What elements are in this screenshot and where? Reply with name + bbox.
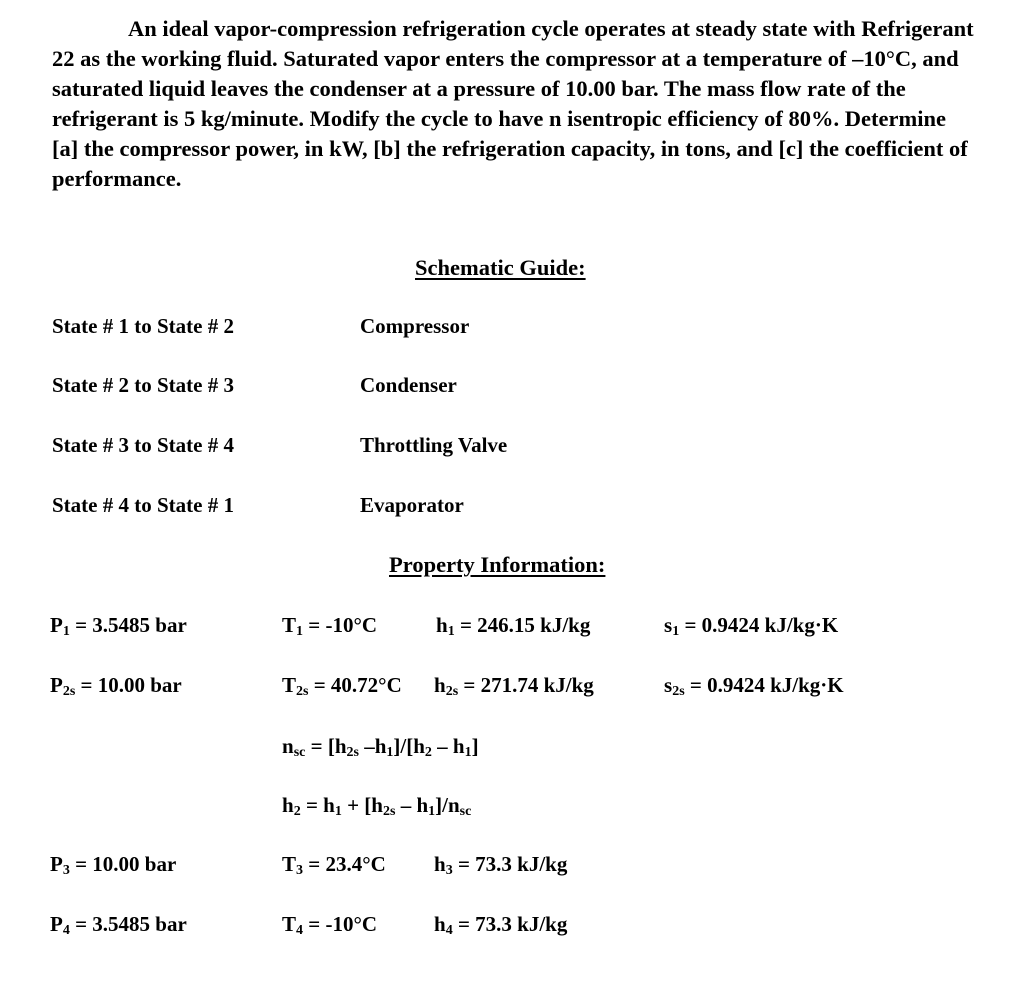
symbol: n	[282, 734, 294, 758]
value: = 73.3 kJ/kg	[452, 912, 568, 936]
pressure-value	[50, 852, 176, 879]
symbol: P	[50, 852, 63, 876]
h2-equation	[282, 793, 471, 820]
subscript: 4	[62, 923, 70, 938]
subscript: 3	[62, 863, 70, 878]
subscript: 1	[62, 624, 70, 639]
subscript: 2	[293, 804, 301, 819]
entropy-value	[664, 673, 844, 700]
symbol: T	[282, 673, 297, 697]
schematic-device: Throttling Valve	[360, 433, 508, 457]
symbol: P	[50, 613, 63, 637]
subscript: 2s	[296, 684, 309, 699]
symbol: T	[282, 613, 297, 637]
enthalpy-value	[436, 613, 590, 640]
subscript: 2s	[672, 684, 685, 699]
symbol: T	[282, 912, 297, 936]
pressure-value	[50, 613, 187, 640]
enthalpy-value	[434, 912, 567, 939]
temperature-value	[282, 613, 377, 640]
symbol: s	[664, 673, 673, 697]
schematic-device: Evaporator	[360, 493, 464, 517]
enthalpy-value	[434, 852, 567, 879]
symbol: P	[50, 912, 63, 936]
subscript: sc	[459, 804, 472, 819]
symbol: s	[664, 613, 673, 637]
isentropic-efficiency-equation	[282, 734, 479, 761]
temperature-value	[282, 673, 402, 700]
entropy-value	[664, 613, 838, 640]
temperature-value	[282, 852, 386, 879]
value: = 271.74 kJ/kg	[458, 673, 594, 697]
text: –h	[358, 734, 387, 758]
value: = 10.00 bar	[69, 852, 177, 876]
value: = 0.9424 kJ/kg·K	[679, 613, 839, 637]
subscript: 1	[447, 624, 455, 639]
schematic-state: State # 3 to State # 4	[52, 433, 234, 457]
subscript: 1	[428, 804, 436, 819]
value: = 40.72°C	[308, 673, 402, 697]
subscript: 3	[296, 863, 304, 878]
schematic-state: State # 2 to State # 3	[52, 373, 234, 397]
subscript: 4	[296, 923, 304, 938]
symbol: h	[434, 852, 446, 876]
value: = 246.15 kJ/kg	[454, 613, 591, 637]
subscript: 1	[464, 745, 472, 760]
schematic-state: State # 4 to State # 1	[52, 493, 234, 517]
symbol: P	[50, 673, 63, 697]
subscript: 4	[445, 923, 453, 938]
value: = 73.3 kJ/kg	[452, 852, 568, 876]
symbol: h	[282, 793, 294, 817]
subscript: 1	[672, 624, 680, 639]
value: = 3.5485 bar	[69, 613, 187, 637]
subscript: sc	[293, 745, 306, 760]
schematic-state: State # 1 to State # 2	[52, 314, 234, 338]
subscript: 2s	[445, 684, 459, 699]
text: + [h	[341, 793, 383, 817]
problem-statement	[52, 14, 977, 194]
schematic-device: Condenser	[360, 373, 457, 397]
value: = 23.4°C	[303, 852, 386, 876]
subscript: 2s	[62, 684, 76, 699]
schematic-device: Compressor	[360, 314, 470, 338]
pressure-value	[50, 912, 187, 939]
symbol: h	[436, 613, 448, 637]
subscript: 2	[424, 745, 432, 760]
symbol: h	[434, 673, 446, 697]
property-information-heading: Property Information:	[389, 552, 606, 577]
text: ]/[h	[393, 734, 425, 758]
problem-text: An ideal vapor-compression refrigeration cycle operates at steady state with Refrigerant 22 as the working fluid. Saturated vapor enters the compressor at a temperature of –10°C, and saturated liquid leaves the condenser at a pressure of 10.00 bar. The mass flow rate of the refrigerant is 5 kg/minute. Modify the cycle to have n isentropic efficiency of 80%. Determine [a] the compressor power, in kW, [b] the refrigeration capacity, in tons, and [c] the coefficient of performance.	[52, 16, 974, 191]
subscript: 1	[296, 624, 304, 639]
value: = 10.00 bar	[75, 673, 182, 697]
subscript: 1	[334, 804, 342, 819]
value: = -10°C	[303, 912, 378, 936]
subscript: 1	[386, 745, 394, 760]
text: – h	[395, 793, 429, 817]
pressure-value	[50, 673, 182, 700]
text: = h	[300, 793, 335, 817]
symbol: T	[282, 852, 297, 876]
value: = -10°C	[303, 613, 378, 637]
symbol: h	[434, 912, 446, 936]
text: = [h	[305, 734, 347, 758]
temperature-value	[282, 912, 377, 939]
subscript: 2s	[346, 745, 359, 760]
text: ]	[471, 734, 479, 758]
value: = 3.5485 bar	[69, 912, 187, 936]
schematic-guide-heading: Schematic Guide:	[415, 255, 586, 280]
text: – h	[431, 734, 465, 758]
subscript: 3	[445, 863, 453, 878]
enthalpy-value	[434, 673, 594, 700]
value: = 0.9424 kJ/kg·K	[684, 673, 844, 697]
text: ]/n	[435, 793, 460, 817]
subscript: 2s	[382, 804, 396, 819]
